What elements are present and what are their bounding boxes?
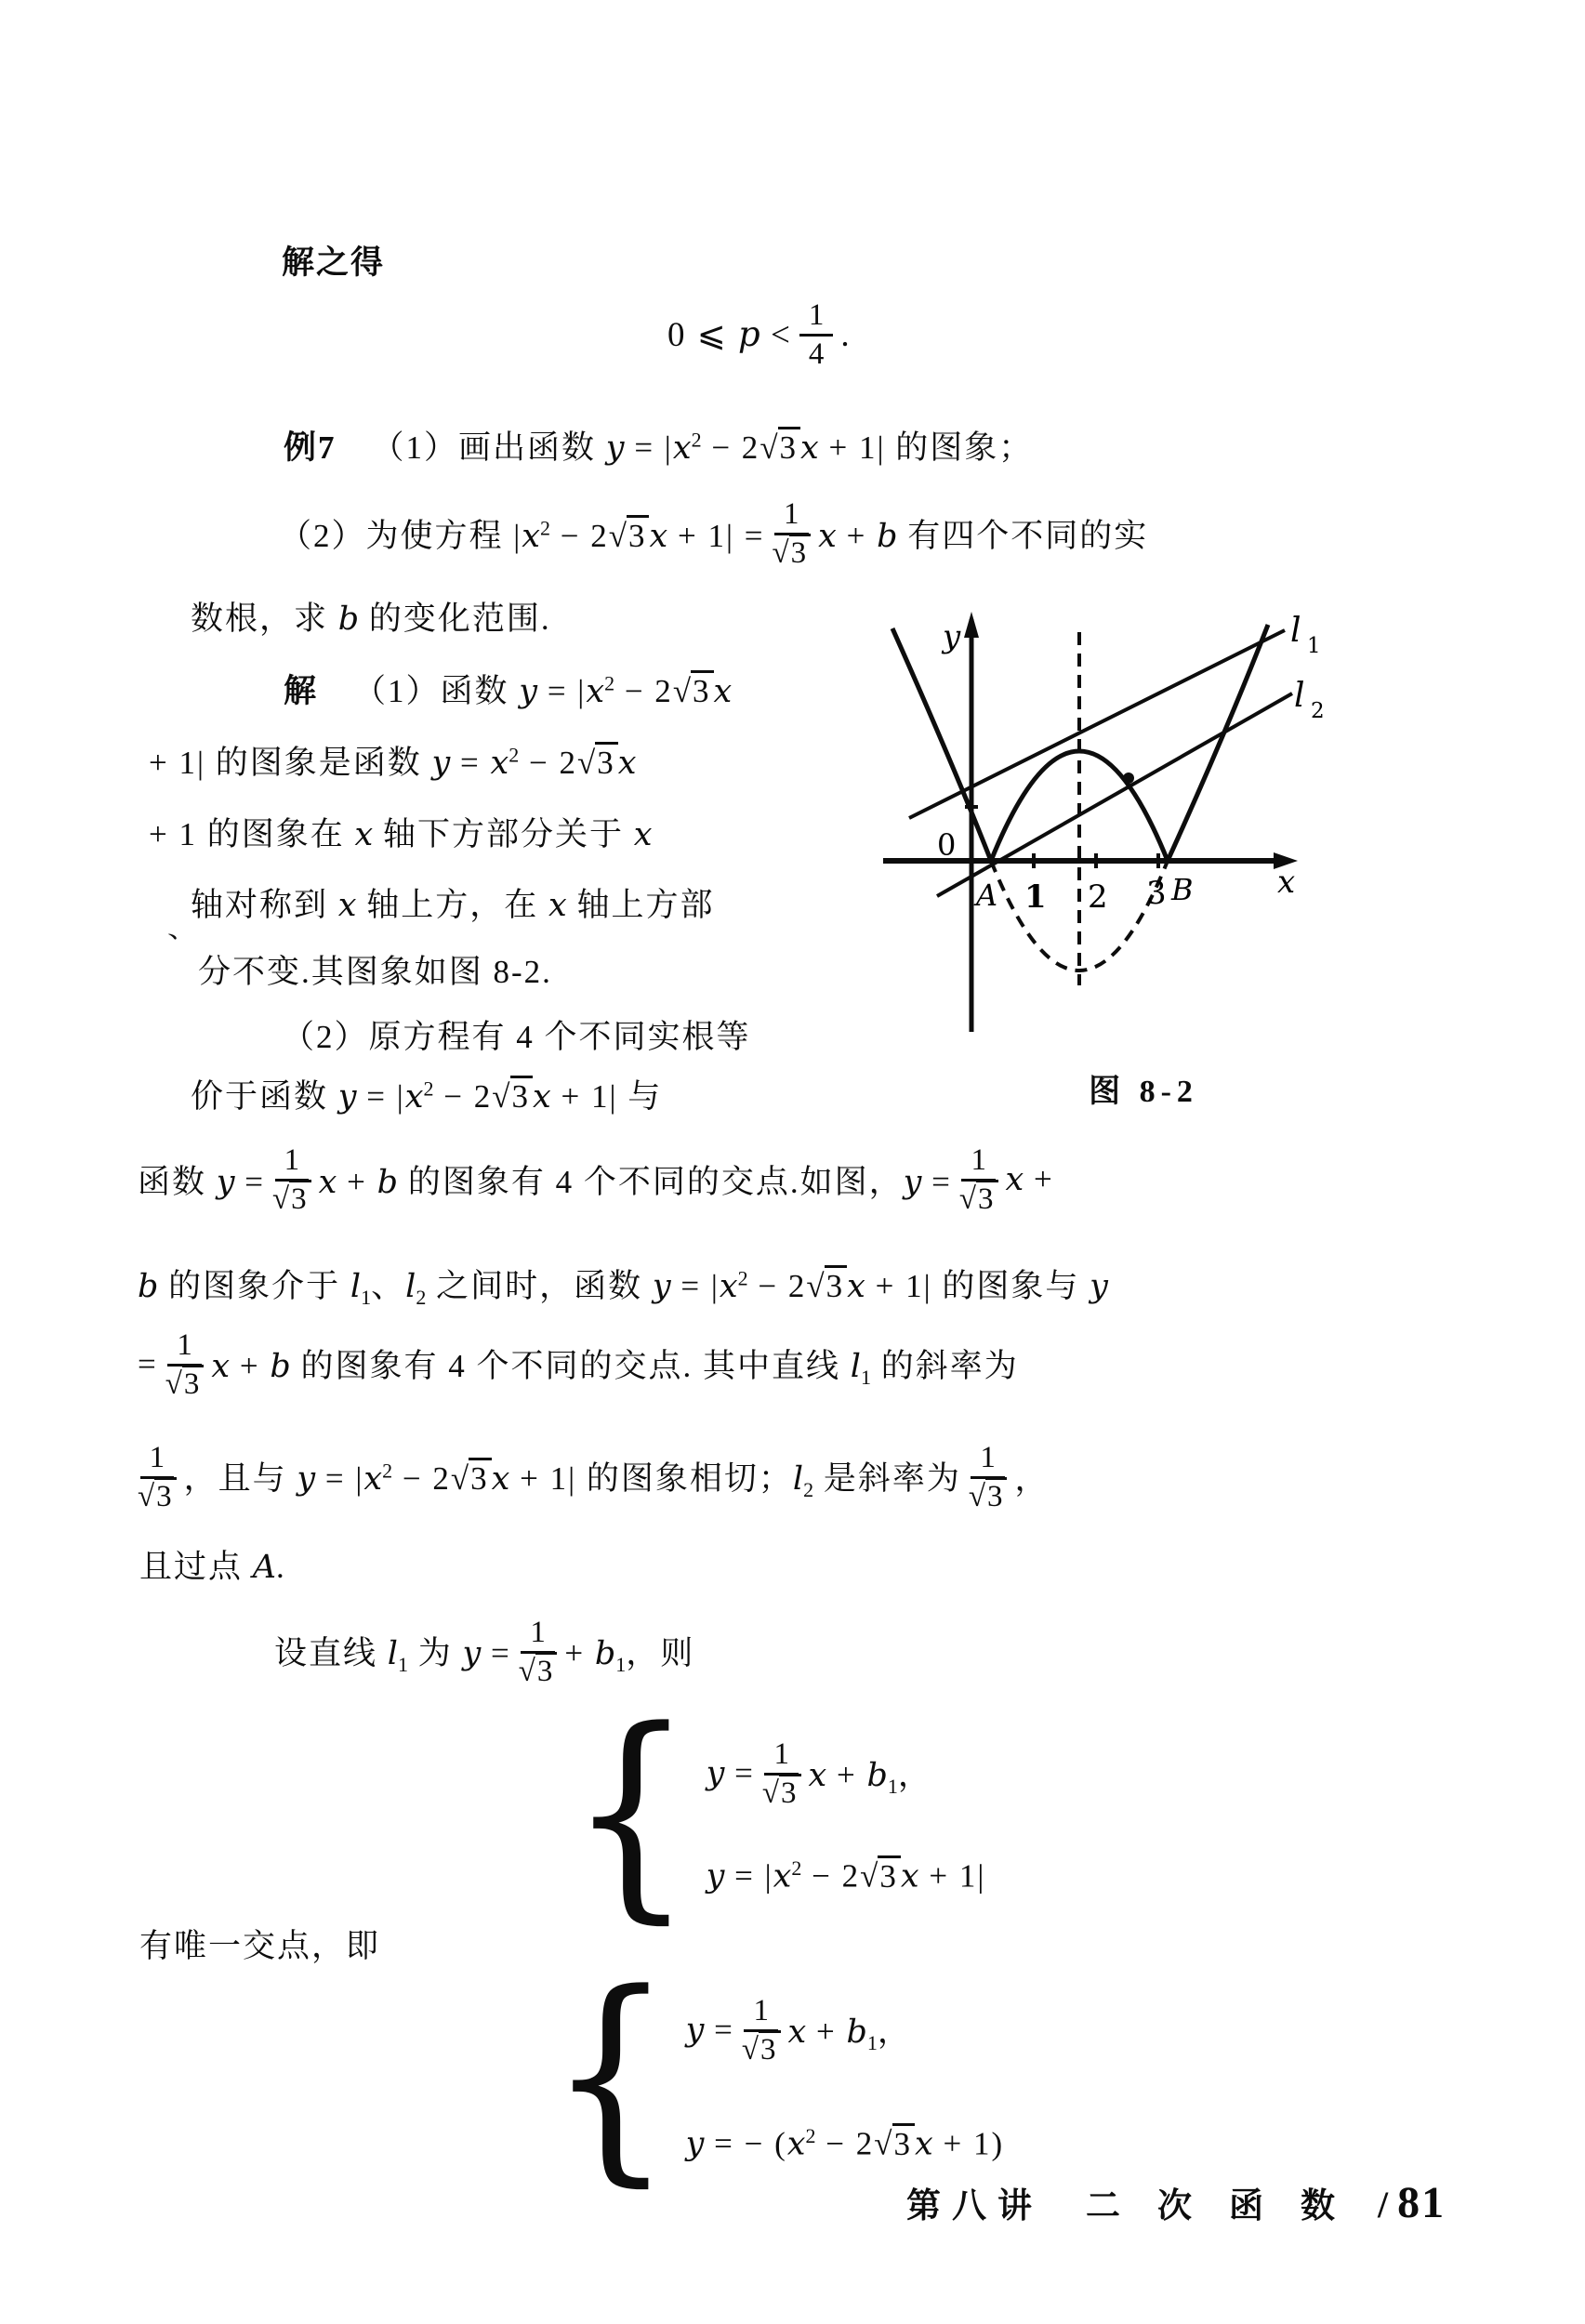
system2-row1 xyxy=(686,1978,1005,2082)
line-l2-label: l xyxy=(1294,677,1305,715)
fraction-denominator: √3 xyxy=(519,1654,558,1688)
system2-row1-pre: y = xyxy=(685,2012,734,2049)
system1-row2 xyxy=(707,1848,986,1904)
system1-row2-text: $y = |x^2 - 2√3$ x + 1| xyxy=(706,1856,986,1895)
fraction-1-sqrt3 xyxy=(969,1442,1008,1512)
wide-line1-mid: x + b 的图象有 4 个不同的交点.如图，y = xyxy=(318,1164,952,1201)
fraction-1-sqrt3 xyxy=(519,1617,558,1687)
system2-row2 xyxy=(686,2114,1005,2173)
line-l1-label-sub: 1 xyxy=(1307,634,1321,658)
tick-3-label: 3 xyxy=(1146,875,1167,912)
wide-line3-post: x + b 的图象有 4 个不同的交点. 其中直线 $l_1$ 的斜率为 xyxy=(211,1347,1019,1389)
tick-1-label: 1 xyxy=(1024,878,1047,916)
fraction-1-sqrt3 xyxy=(742,1995,781,2066)
example7-line2-pre: （2）为使方程 $|x^2 - 2√3$ x + 1| = xyxy=(279,516,765,555)
line-l2 xyxy=(937,693,1292,896)
fraction-1-sqrt3 xyxy=(138,1442,177,1512)
equation-system-1 xyxy=(569,1681,986,1944)
footer-chapter-title: 二次函数 xyxy=(1086,2187,1372,2225)
solution-line5: 分不变.其图象如图 8-2. xyxy=(198,954,552,990)
fraction-numerator: 1 xyxy=(744,1995,778,2032)
example7-label: 例7 xyxy=(284,429,337,466)
set-line-pre: 设直线 $l_1$ 为 y = xyxy=(274,1634,511,1676)
unique-intersection-line: 有唯一交点，即 xyxy=(139,1928,381,1964)
example7-line1-text: （1）画出函数 $y = |x^2 - 2√3$ x + 1| 的图象； xyxy=(371,428,1034,467)
origin-label: 0 xyxy=(937,827,957,863)
wide-line4 xyxy=(138,1422,1050,1532)
solution-line1 xyxy=(284,662,732,716)
figure-8-2-graph xyxy=(865,584,1422,1041)
point-b-label: B xyxy=(1171,872,1194,907)
fraction-1-sqrt3 xyxy=(959,1144,998,1215)
fraction-numerator: 1 xyxy=(774,498,809,535)
fraction-denominator: √3 xyxy=(272,1182,311,1216)
fraction-1-sqrt3 xyxy=(272,1144,311,1215)
fraction-numerator: 1 xyxy=(521,1617,555,1654)
solution-line7: 价于函数 $y = |x^2 - 2√3$ x + 1| 与 xyxy=(191,1076,663,1116)
y-axis-arrow xyxy=(964,612,979,638)
wide-line2: b 的图象介于 $l_1$、$l_2$ 之间时，函数 $y = |x^2 - 2√3$ x + 1| 的图象与 y xyxy=(138,1266,1108,1309)
fraction-numerator: 1 xyxy=(764,1738,799,1776)
inequality-pre: 0 ⩽ p < xyxy=(667,314,792,354)
fraction-numerator: 1 xyxy=(167,1329,202,1367)
tick-2-label: 2 xyxy=(1088,878,1108,916)
footer-section: 第八讲 xyxy=(906,2187,1043,2225)
fraction-denominator: √3 xyxy=(762,1776,801,1810)
set-line-post: + $b_1$，则 xyxy=(564,1634,695,1676)
example7-line3: 数根，求 b 的变化范围. xyxy=(191,601,551,638)
fraction-denominator: √3 xyxy=(138,1479,177,1513)
solution-line6: （2）原方程有 4 个不同实根等 xyxy=(282,1019,751,1055)
page-footer xyxy=(906,2177,1446,2228)
fraction-numerator: 1 xyxy=(971,1442,1005,1479)
solution-line3: + 1 的图象在 x 轴下方部分关于 x xyxy=(149,816,653,853)
fraction-denominator: √3 xyxy=(959,1182,998,1216)
solution-line1-text: （1）函数 $y = |x^2 - 2√3$ x xyxy=(353,671,733,710)
wide-line3-pre: = xyxy=(138,1346,158,1382)
equation-system-2 xyxy=(548,1944,1005,2207)
inequality-post: . xyxy=(840,315,852,354)
point-a-label: A xyxy=(976,878,998,913)
fraction-1-sqrt3 xyxy=(772,498,811,569)
system-rows xyxy=(686,1978,1005,2173)
solution-line2: + 1| 的图象是函数 $y = x^2 - 2√3$ x xyxy=(149,743,637,782)
example7-line1 xyxy=(284,416,1033,474)
fraction-1-sqrt3 xyxy=(762,1738,801,1809)
solve-lead-text: 解之得 xyxy=(282,244,386,281)
solution-line4: 轴对称到 x 轴上方，在 x 轴上方部 xyxy=(191,887,715,924)
fraction-numerator: 1 xyxy=(799,299,834,337)
x-axis-label: x xyxy=(1277,864,1296,901)
system1-row1-post: $x + b_1$， xyxy=(808,1756,932,1798)
intersection-dot xyxy=(1123,772,1134,784)
wide-line1 xyxy=(138,1128,1054,1232)
figure-caption: 图 8-2 xyxy=(1089,1075,1198,1109)
wide-line4-post: ， xyxy=(1014,1461,1050,1498)
system-brace: { xyxy=(548,1944,673,2207)
footer-separator: / xyxy=(1378,2184,1389,2225)
fraction-denominator: √3 xyxy=(772,535,811,570)
fraction-numerator: 1 xyxy=(961,1144,996,1182)
line-l1-label: l xyxy=(1290,612,1301,650)
system1-row1 xyxy=(707,1722,986,1826)
fraction-denominator: √3 xyxy=(742,2032,781,2067)
fraction-denominator: √3 xyxy=(165,1367,205,1401)
wide-line4-mid: ，且与 $y = |x^2 - 2√3$ x + 1| 的图象相切；$l_2$ 是斜率为 xyxy=(183,1458,961,1501)
system2-row1-post: $x + b_1$， xyxy=(787,2013,912,2054)
solution-label: 解 xyxy=(284,673,319,709)
fraction-numerator: 1 xyxy=(140,1442,175,1479)
wide-line1-pre: 函数 y = xyxy=(138,1164,266,1201)
fraction-1-sqrt3 xyxy=(165,1329,205,1400)
fraction-numerator: 1 xyxy=(275,1144,310,1182)
wide-line3 xyxy=(138,1313,1019,1417)
system2-row2-text: y = − ($x^2 - 2√3$ x + 1) xyxy=(685,2124,1005,2163)
fraction-denominator: 4 xyxy=(808,337,825,371)
wide-line1-post: x + xyxy=(1005,1161,1054,1198)
scan-artifact-mark: 、 xyxy=(163,909,197,945)
fraction-denominator: √3 xyxy=(969,1479,1008,1513)
wide-line5: 且过点 A. xyxy=(139,1549,286,1586)
footer-page-number: 81 xyxy=(1397,2178,1446,2227)
system-brace: { xyxy=(569,1681,693,1944)
parabola-left-branch xyxy=(892,628,991,861)
inequality-formula xyxy=(667,286,852,383)
system1-row1-pre: y = xyxy=(706,1755,755,1792)
fraction-one-quarter xyxy=(799,299,834,370)
y-axis-label: y xyxy=(943,618,961,655)
example7-line2-post: x + b 有四个不同的实 xyxy=(818,518,1149,555)
system-rows xyxy=(707,1722,986,1904)
line-l2-label-sub: 2 xyxy=(1311,699,1325,723)
example7-line2 xyxy=(279,482,1148,586)
parabola-right-branch xyxy=(1168,625,1268,861)
